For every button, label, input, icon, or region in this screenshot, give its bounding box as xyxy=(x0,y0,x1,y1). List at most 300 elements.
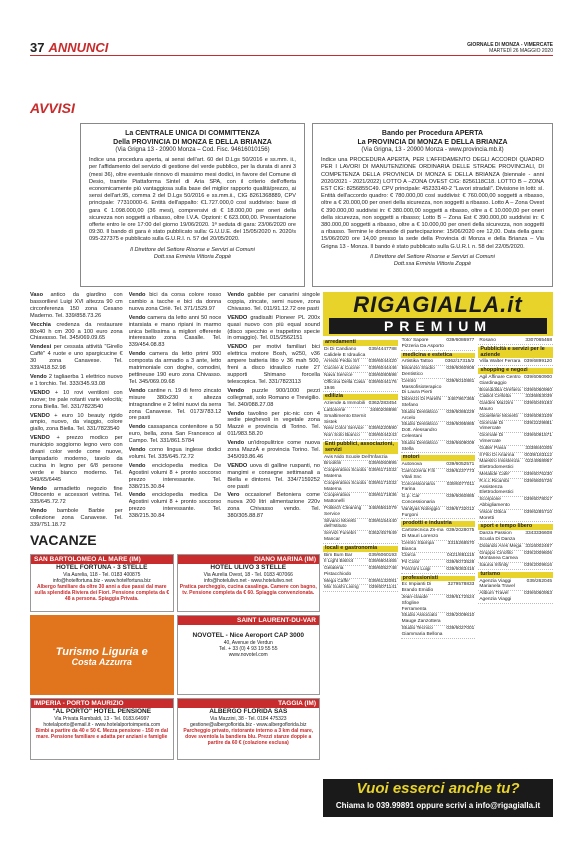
rigagialla-brand: RIGAGIALLA.it xyxy=(353,292,523,317)
directory-entry xyxy=(401,366,476,379)
directory-entry xyxy=(478,421,553,434)
business-name: Silvano Moretti dell'Istituto xyxy=(324,518,356,530)
hotel-website: www.novotel.com xyxy=(228,652,268,658)
classified-ad xyxy=(129,351,222,386)
classified-ad xyxy=(30,374,123,388)
directory-entry xyxy=(478,433,553,446)
directory-category: Pubblicità e servizi per le aziende xyxy=(478,347,553,359)
hotel-contact: gestione@albergoflorida.biz - www.albergoflorida.biz xyxy=(189,722,307,728)
issue-date: MARTEDÌ 26 MAGGIO 2020 xyxy=(489,47,553,54)
business-name: Dibrezzi Di Parelhi Stefano xyxy=(401,397,442,408)
business-phone: 039/6605726 xyxy=(524,478,553,484)
directory-entry xyxy=(323,585,398,592)
business-name: Studio Dentistico Arcelo xyxy=(401,409,438,421)
business-name: Ec Impianti Di Brando Emidio xyxy=(401,582,434,594)
business-phone: 3316002467 xyxy=(525,543,553,549)
classified-keyword: Vendo xyxy=(30,508,47,515)
classified-keyword: Vendo xyxy=(227,292,245,298)
business-phone: 3343336608 xyxy=(525,531,553,537)
classified-text: per cessata attività "Girello Caffè" 4 ruote e uno spargicucine € 30 zona Canavese. Tel. 339/418.52.98 xyxy=(30,344,123,372)
business-name: Clarca xyxy=(401,553,416,559)
hotel-name: "AL PORTO" HOTEL PENSIONE xyxy=(52,708,152,715)
classified-keyword: Vecchia xyxy=(30,321,51,328)
business-phone: 039/2229881 xyxy=(524,420,553,426)
classified-keyword: VENDO xyxy=(227,344,248,351)
classified-keyword: Vero xyxy=(227,492,240,499)
directory-entry xyxy=(323,408,398,426)
business-name: Centro Stampa Bianca xyxy=(401,540,434,552)
classified-text: 2 tagliaerba 1 elettrico nuovo e 1 torchio. Tel. 333/345.93.08 xyxy=(30,373,123,387)
hotel-ad xyxy=(30,698,174,760)
business-name: Bisanzio Studio Dentistico xyxy=(401,366,435,377)
business-phone: 3336853039 xyxy=(525,394,553,400)
turismo-subtitle: Costa Azzurra xyxy=(71,656,132,667)
classified-ad xyxy=(227,388,320,409)
classified-keyword: Vendo xyxy=(30,485,47,492)
business-phone: 039/6060953 xyxy=(524,591,553,597)
classified-text: + 10 rovi ventiloni con nuove; tre pale rotanti varie velocità; zona Biella. Tel. 331/7823540 xyxy=(30,389,123,410)
business-directory xyxy=(323,338,553,776)
directory-entry xyxy=(478,497,553,510)
business-phone: 0362/17315/2 xyxy=(445,359,475,365)
classified-text: gabbie per canarini singole coppia, zincate, semi nuove, zona Chivasso. Tel. 011/91.12.72 ore pasti xyxy=(227,292,321,312)
notice-signature: Il Direttore del Settore Risorse e Servizi ai Comuni xyxy=(130,246,255,253)
directory-category: motori xyxy=(401,455,476,461)
business-phone: 039/6604465 xyxy=(368,559,397,565)
directory-entry xyxy=(478,446,553,453)
directory-entry xyxy=(323,401,398,408)
hotel-ad xyxy=(177,698,321,760)
business-phone: 039/6093109 xyxy=(524,413,553,419)
classified-ad xyxy=(30,322,123,343)
rigagialla-banner xyxy=(323,779,553,817)
business-phone: 039/6220590 xyxy=(368,426,397,432)
business-name: Di Di Candiano Calidele E Idraulica xyxy=(324,346,366,358)
business-name: Servizi Funebri Mancar xyxy=(324,531,356,542)
directory-entry xyxy=(401,422,476,440)
classified-ad xyxy=(30,413,123,434)
classified-text: cassapanca contenitore a 50 euro, bella, zona San Francesco al Campo. Tel. 331/861.5784 xyxy=(128,424,222,445)
business-name: Giornale Di Vimercate xyxy=(479,420,504,432)
business-name: Vanityas Noleggio Furgoni xyxy=(401,506,440,518)
business-phone: 039/6091571 xyxy=(524,433,553,439)
classified-keyword: Vendo xyxy=(227,440,245,447)
hotel-address: Via Aurelia Ovest, 18 - Tel. 0183 407066 xyxy=(203,572,293,578)
notice-subtitle: (Via Grigna, 13 - 20900 Monza - www.provincia.mb.it) xyxy=(361,147,504,153)
hotel-promo: Pratica parcheggio, cucina casalinga. Camere con bagno, tv. Pensione completa da € 60. Spiaggia convenzionata. xyxy=(179,584,317,596)
business-name: Ponzoni Luigi xyxy=(401,566,431,572)
business-name: Gutter Pavia xyxy=(479,445,507,451)
business-name: Mega Caffe' xyxy=(324,578,350,584)
page-header xyxy=(30,40,553,56)
hotel-contact: info@hotelfortuna.biz - www.hotelfortuna.biz xyxy=(52,578,151,584)
classified-ad xyxy=(30,508,123,528)
hotel-name: NOVOTEL - Nice Aeroport CAP 3000 xyxy=(192,632,304,639)
business-name: Ciabot Cellotta xyxy=(479,394,511,400)
business-phone: 039/6044243 xyxy=(368,433,397,439)
business-phone: 039/6027001 xyxy=(446,626,475,632)
business-phone: 0362/283454 xyxy=(368,401,397,407)
classified-text: per motivi familiari bici elettrica motore Bosh, w250, v36 ampere batteria litio v 36 mah 500, freni a disco idraulico ruote 27 supporti Shimano forcella telescopica. Tel. 331/7823113 xyxy=(227,344,321,385)
business-phone: 039/6060895 xyxy=(368,461,397,467)
hotel-location: TAGGIA (IM) xyxy=(278,700,316,707)
business-phone: 039/6083416 xyxy=(446,566,475,572)
classified-text: un'idropulitrice come nuova zona MazzÀ e provincia Torino. Tel. 345/093.86.46 xyxy=(227,440,321,460)
classified-keyword: VENDO xyxy=(30,389,50,396)
business-name: Scorpione Abbigliamento xyxy=(479,497,510,508)
directory-entry xyxy=(478,563,553,570)
business-name: Gioiellerie Monetti xyxy=(479,413,518,419)
business-phone: 039/6171032 xyxy=(368,468,397,474)
hotel-ad xyxy=(177,554,321,612)
notice-title: La PROVINCIA DI MONZA E DELLA BRIANZA xyxy=(357,138,508,146)
notice-title: La CENTRALE UNICA DI COMMITTENZA xyxy=(125,130,260,137)
classified-keyword: Vendo xyxy=(128,292,146,298)
hotel-promo: Bimbi a partire da 40 e 50 €. Mezza pensione - 150 m dal mare. Pensione familiare e adatta per anziani e famiglie xyxy=(35,728,169,740)
directory-entry xyxy=(401,469,476,482)
directory-entry xyxy=(323,433,398,440)
hotel-address: 40, Avenue de Verdun xyxy=(223,640,273,646)
classified-keyword: Vendo xyxy=(128,351,146,358)
page-number: 37 xyxy=(30,40,45,55)
business-name: Metalide Cafe' xyxy=(479,471,510,477)
directory-entry xyxy=(323,481,398,494)
business-phone: 039/6237773 xyxy=(446,468,475,474)
business-name: Aziende & Immobili xyxy=(324,401,366,407)
business-phone: 039/6049193 xyxy=(524,401,553,407)
business-phone: 039/6044446 xyxy=(368,366,397,372)
business-phone: 039/6060900 xyxy=(524,374,553,380)
business-phone: 039/6060908 xyxy=(446,366,475,372)
classified-keyword: Vendo xyxy=(128,387,146,394)
classified-text: bici da corsa colore rosso cambio a tacche e bici da donna nuova zona Ciriè. Tel. 371/1529.97 xyxy=(128,292,222,312)
directory-entry xyxy=(323,519,398,532)
business-name: Centro Massofisioterapico Di Laura Pierti xyxy=(401,378,442,396)
vacanze-grid xyxy=(30,554,320,820)
directory-entry xyxy=(323,366,398,373)
directory-entry xyxy=(323,531,398,544)
directory-entry xyxy=(401,494,476,507)
classified-column xyxy=(30,292,123,528)
classified-keyword: VENDO xyxy=(30,435,50,442)
business-name: Toto' Sapore Pizzeria Da Asporto xyxy=(401,338,444,349)
business-name: Studio Tecnico Giammaria Bellona xyxy=(401,626,443,637)
business-phone: 039/6086229 xyxy=(446,409,475,415)
business-phone: 039/6060193 xyxy=(368,552,397,558)
business-name: Agil Affinare Centro Giardinaggio xyxy=(479,374,521,386)
banner-headline: Vuoi esserci anche tu? xyxy=(356,780,520,797)
business-phone: 039/6899120 xyxy=(524,359,553,365)
business-name: Non Solo Bianco xyxy=(324,433,360,439)
business-name: Villa Walter Ferrara xyxy=(479,359,521,365)
section-title: ANNUNCI xyxy=(48,40,109,55)
business-phone: 348/6561079 xyxy=(368,505,397,511)
business-name: Rosario xyxy=(479,338,496,343)
business-phone: 0039/183112 xyxy=(524,452,553,458)
business-name: Sauna Infinity xyxy=(479,563,509,569)
directory-category: sport e tempo libero xyxy=(478,524,553,530)
hotel-contact: info@hotelulivo.net - www.hotelulivo.net xyxy=(204,578,293,584)
classified-text: + euro 10 beauty rigido ampio, nuovo, da viaggio, colore giallo, zona Biella. Tel. 331/7823540 xyxy=(30,412,123,433)
directory-entry xyxy=(401,560,476,567)
directory-entry xyxy=(478,544,553,551)
classified-keyword: Vendo xyxy=(227,410,245,417)
business-name: Danza Passion Scuola Di Danza xyxy=(479,531,516,542)
business-phone: 039/6044176 xyxy=(368,379,397,385)
hotel-address: Via Mazzini, 38 - Tel. 0184 475323 xyxy=(209,716,287,722)
directory-column xyxy=(401,338,476,776)
business-name: Alibum Travel Agenzia Viaggi xyxy=(479,591,512,603)
business-phone: 039/2009616 xyxy=(524,563,553,569)
business-phone: 039/6060885 xyxy=(446,494,475,500)
classified-keyword: Vendesi xyxy=(30,344,52,351)
directory-column xyxy=(478,338,553,776)
directory-category: locali e gastronomia xyxy=(323,546,398,552)
classified-text: gradisalti Pioneer PL 200x quasi nuovo con più equal sound (disco specchio e trappetino specie in omaggio). Tel. 015/2562151 xyxy=(227,314,321,342)
business-name: Studio Associato Mauge Zanzottera xyxy=(401,613,441,625)
directory-entry xyxy=(478,338,553,345)
notice-bando-aperta xyxy=(312,123,553,287)
classified-ad xyxy=(129,424,222,445)
classified-ad xyxy=(129,388,222,423)
vacanze-heading: VACANZE xyxy=(30,532,97,548)
classified-ad xyxy=(227,292,320,313)
business-name: Cucine & Cucine xyxy=(324,366,360,372)
classified-keyword: Vendo xyxy=(128,314,146,321)
business-name: Carrozzeria F.lli Vitali Snc xyxy=(401,468,435,480)
turismo-title: Turismo Liguria e xyxy=(55,645,148,658)
business-phone: 039/6609009 xyxy=(446,440,475,446)
hotel-location: SAN BARTOLOMEO AL MARE (IM) xyxy=(34,556,141,563)
directory-entry xyxy=(401,482,476,495)
notice-title: Della PROVINCIA DI MONZA E DELLA BRIANZA xyxy=(113,138,272,146)
business-name: Avis Nido Scuole Dell'Infanzia xyxy=(324,454,388,460)
directory-category: Enti pubblici, associazioni, servizi xyxy=(323,442,398,454)
directory-entry xyxy=(401,410,476,423)
directory-entry xyxy=(401,338,476,351)
turismo-liguria-ad xyxy=(30,615,174,695)
hotel-promo: Parcheggio privato, ristorante interno a 3 km dal mare, dove sventola la bandiera blu. Prezzi stanze doppie a partire da 60 € (colazione esclusa) xyxy=(183,728,314,746)
directory-entry xyxy=(478,591,553,604)
business-name: Autonova xyxy=(401,462,422,468)
directory-entry xyxy=(478,531,553,544)
business-name: New Color Service xyxy=(324,426,364,432)
business-phone: 039/2009606 xyxy=(524,550,553,556)
hotel-contact: hotelalporto@email.it - www.hotelalportoimperia.com xyxy=(43,722,161,728)
business-phone: 039/4447788 xyxy=(368,346,397,352)
directory-category: arredamenti xyxy=(323,340,398,346)
classified-column xyxy=(227,292,320,528)
directory-category: turismo xyxy=(478,572,553,578)
classified-keyword: VENDO xyxy=(227,314,248,321)
directory-category: shopping e negozi xyxy=(478,368,553,374)
directory-column xyxy=(323,338,398,776)
hotel-location: IMPERIA - PORTO MAURIZIO xyxy=(34,700,124,707)
classified-keyword: VENDO xyxy=(30,412,50,419)
business-name: Mix Sushi Living xyxy=(324,585,359,591)
newspaper-name: GIORNALE DI MONZA - VIMERCATE xyxy=(467,41,553,48)
directory-entry xyxy=(401,462,476,469)
business-phone: 039/2028075 xyxy=(446,528,475,534)
directory-entry xyxy=(401,567,476,574)
business-phone: 3338840305 xyxy=(525,445,553,451)
business-name: Cooperativa Scuola Materna xyxy=(324,480,366,492)
directory-entry xyxy=(478,472,553,479)
classified-ad xyxy=(129,447,222,461)
directory-entry xyxy=(323,468,398,481)
premium-label: PREMIUM xyxy=(329,318,547,334)
business-name: Il Light Bistrot xyxy=(324,559,354,565)
business-name: Dolando Ares Mega xyxy=(479,543,522,549)
hotel-name: HOTEL FORTUNA - 3 STELLE xyxy=(56,564,148,571)
business-phone: 039/262045 xyxy=(526,578,553,584)
business-name: Vision Ottica Moretti xyxy=(479,509,507,521)
classified-keyword: Vendo xyxy=(30,373,47,380)
classified-text: + prezzo modico per municipio soggiorno legno vero con divani color verde come nuove, lampadario moderno, tavolo da cucina in legno per 6/8 persone verde e bianco moderno. Tel. 349/65/6445 xyxy=(30,435,123,483)
classified-keyword: VENDO xyxy=(227,462,248,469)
classified-ad xyxy=(227,463,320,491)
business-phone: 039/6060960 xyxy=(524,387,553,393)
directory-entry xyxy=(478,551,553,564)
classified-text: camera da letto anni 50 noce intarsiata e mano ripiani in marmo unica bellissima a migliori offerente interessato zona Casalle. Tel. 339/454.08.83 xyxy=(128,314,222,349)
classified-columns xyxy=(30,292,320,528)
directory-entry xyxy=(401,528,476,541)
classified-ad xyxy=(129,463,222,491)
business-phone: 039/6080598 xyxy=(368,372,397,378)
directory-entry xyxy=(401,397,476,410)
classified-text: antico da giardino con bassorilievi Luigi XVI altezza 90 cm circonferenza 150 zona Cesano Maderno. Tel. 339/858.73.26 xyxy=(30,292,123,319)
classified-ad xyxy=(227,440,320,461)
classified-text: cantine n. 19 di ferro zincato misure 380x230 x altezza intragrandine e 2 telini nuovi da serra zona Canavese. Tel. 0173/783.12 ore pasti xyxy=(128,387,222,422)
notice-signatory: Dott.ssa Erminia Vittoria Zoppè xyxy=(153,253,232,260)
classified-ad xyxy=(227,344,320,385)
directory-entry xyxy=(323,566,398,579)
directory-category: edilizia xyxy=(323,394,398,400)
business-name: Studio Dentistico Stella xyxy=(401,440,438,452)
directory-entry xyxy=(323,373,398,380)
hotel-phone: Tel. + 33 (0) 4 93 19 55 55 xyxy=(218,646,278,652)
business-name: Pil Color xyxy=(401,560,420,566)
classified-ad xyxy=(129,315,222,350)
business-name: Concessionaria Farina xyxy=(401,481,435,493)
business-phone: 039/6285710 xyxy=(524,509,553,515)
business-name: Bim Bum Bar xyxy=(324,552,353,558)
directory-category: medicina e estetica xyxy=(401,353,476,359)
business-phone: 039/6073528 xyxy=(446,560,475,566)
hotel-name: ALBERGO FLORIDA SAS xyxy=(209,708,288,715)
hotel-location: DIANO MARINA (IM) xyxy=(254,556,316,563)
business-name: Officina Della Casa 1946 xyxy=(324,379,365,391)
banner-contact: Chiama lo 039.99891 oppure scrivi a info@rigagialla.it xyxy=(335,801,541,810)
directory-entry xyxy=(478,579,553,592)
classified-text: tavolino per pic-nic con 4 sedie pieghevoli in vegetale zona Mazzè e provincia di Torino. Tel. 011/983.58.20 xyxy=(227,410,321,438)
notice-centrale-committenza xyxy=(80,123,305,287)
directory-entry xyxy=(478,414,553,421)
directory-entry xyxy=(401,613,476,626)
business-phone: 3307065468 xyxy=(525,338,553,343)
business-phone: 039/6078017 xyxy=(524,497,553,503)
classified-text: enciclopedia medica De Agostini volumi 8 + pronto soccorso prezzo interessante. Tel. 338/215.30.84 xyxy=(128,462,222,490)
classified-ad xyxy=(129,292,222,313)
business-name: Cooperativa Scuola Materna xyxy=(324,468,366,479)
business-phone: 3279578833 xyxy=(447,582,475,588)
directory-entry xyxy=(323,493,398,506)
business-name: Garden Mazzini Mauro xyxy=(479,401,513,412)
directory-category: prodotti e industria xyxy=(401,521,476,527)
classified-text: armadietto negozio fine Ottocento e accessori vetrina. Tel. 335/645.72.72 xyxy=(30,485,123,506)
hotel-location: SAINT LAURENT-DU-VAR xyxy=(237,617,316,624)
business-name: Giornale Di Vimercate xyxy=(479,433,504,444)
business-name: Gruppo Cinofilo Montanea Carnea xyxy=(479,550,518,562)
notice-body: Indice una procedura aperta, ai sensi dell'art. 60 del D.Lgs 50/2016 e ss.mm. ii., per l'affidamento del servizio di gestione del verde pubblico, per la durata di anni 3 (mesi 36), oltre eventuale rinnovo di massimo mesi dodici, in favore del Comune di Desio, tramite Piattaforma Sintel di Aria SPA, con il criterio dell'offerta economicamente più vantaggiosa sulla base del miglior rapporto qualità/prezzo, ai sensi dell'art.95, comma 2 del D.Lgs 50/2016 e ss.mm.ii., CIG 8261368889, CPV principale: 77310000-6. Entità dell'appalto: €1.727.000,0 così suddiviso: base di gara € 1.098.000,00 (36 mesi), comprensivi di € 18.000,00 per oneri della sicurezza non soggetti a ribasso, oltre I.V.A. Opzioni: € 623.000,00. Presentazione offerte entro le ore 17:00 del giorno 19/06/2020. 1ª seduta di gara: 23/06/2020 ore 09:30. Il bando di gara è stato pubblicato sulla: G.U.U.E. del 15/05/2020 n. 2020/s 095-227375 e pubblicato sulla G.U.R.I. n. 57 del 20/05/2020. xyxy=(89,157,296,243)
directory-entry xyxy=(401,507,476,520)
directory-entry xyxy=(401,441,476,454)
business-name: Il Filo Di Arianna xyxy=(479,452,515,458)
business-name: R.s.c.Ricambi Assistenza Elettrodomestici xyxy=(479,478,514,496)
directory-entry xyxy=(401,626,476,639)
business-phone: 3315268570 xyxy=(447,540,475,546)
business-name: Brooklin xyxy=(324,461,342,467)
directory-entry xyxy=(478,359,553,366)
hotel-address: Via Privata Rambaldi, 13 - Tel. 0183.64997 xyxy=(54,716,150,722)
hotel-promo: Albergo familiare da oltre 30 anni a due passi dal mare sulla splendida Riviera dei Fiori. Pensione completa da € 48 a persona. Spiaggia Privata. xyxy=(34,584,170,602)
business-name: Nava Service xyxy=(324,372,353,378)
notice-subtitle: (Via Grigna 13 - 20900 Monza – Cod. Fisc. 94616010156) xyxy=(115,147,270,153)
directory-entry xyxy=(323,347,398,360)
business-name: Jean-claude Sfogline Ferramenta xyxy=(401,595,428,612)
hotel-ad xyxy=(30,554,174,612)
classified-ad xyxy=(227,315,320,343)
business-phone: 039/6076230 xyxy=(524,471,553,477)
business-phone: 0362/457649 xyxy=(368,531,397,537)
directory-entry xyxy=(478,459,553,472)
directory-entry xyxy=(323,380,398,393)
business-phone: 039/2009610 xyxy=(446,613,475,619)
business-phone: 039/6010881 xyxy=(446,378,475,384)
directory-entry xyxy=(478,510,553,523)
business-name: G.p. Car Concessionaria xyxy=(401,494,435,505)
business-name: Gelateria Pistacchiodo xyxy=(324,566,352,577)
business-phone: 0421/881115 xyxy=(447,553,475,559)
business-name: Agenzia Viaggi Marianela Travel xyxy=(479,578,515,590)
classified-keyword: Vendo xyxy=(128,447,146,454)
classified-text: corno lingua inglese dodici volumi. Tel. 335/645.72.72 xyxy=(128,447,222,460)
classified-ad xyxy=(30,390,123,411)
notice-signatory: Dott.ssa Erminia Vittoria Zoppè xyxy=(393,261,472,268)
classified-text: occasione! Betoniera come nuova 200 litri alimentazione 220v zona Chivasso vendo. Tel. 380/305.88.87 xyxy=(227,492,321,520)
business-phone: 039/6132081 xyxy=(368,578,397,584)
directory-category: professionisti xyxy=(401,576,476,582)
directory-entry xyxy=(478,375,553,388)
classified-text: bambole Barbie per collezione zona Canavese. Tel. 339/751.18.72 xyxy=(30,508,123,528)
business-phone: 0224958957 xyxy=(525,459,553,465)
directory-entry xyxy=(401,595,476,613)
rigagialla-logo xyxy=(323,292,553,336)
classified-ad xyxy=(30,292,123,320)
directory-entry xyxy=(401,582,476,595)
business-name: Cartotecnica Zs-ma Di Mauri Lorenzo xyxy=(401,528,444,539)
classified-text: enciclopedia medica De Agostini volumi 8 + pronto soccorso prezzo interessante. Tel. 338/215.30.84 xyxy=(128,492,222,520)
avvisi-heading: AVVISI xyxy=(30,100,75,116)
business-name: Studio Dentistico Dott. Alessandro Celentani xyxy=(401,422,438,439)
hotel-address: Via Aurelia, 118 - Tel. 0183 400875 xyxy=(63,572,141,578)
classified-keyword: Vendo xyxy=(128,492,146,499)
business-name: Arredo Fedia Srl xyxy=(324,359,359,365)
business-phone: 039/6171836 xyxy=(368,493,397,499)
business-phone: 039/6052748 xyxy=(368,566,397,572)
business-phone: 3487967365 xyxy=(447,397,475,403)
header-masthead xyxy=(467,42,553,54)
